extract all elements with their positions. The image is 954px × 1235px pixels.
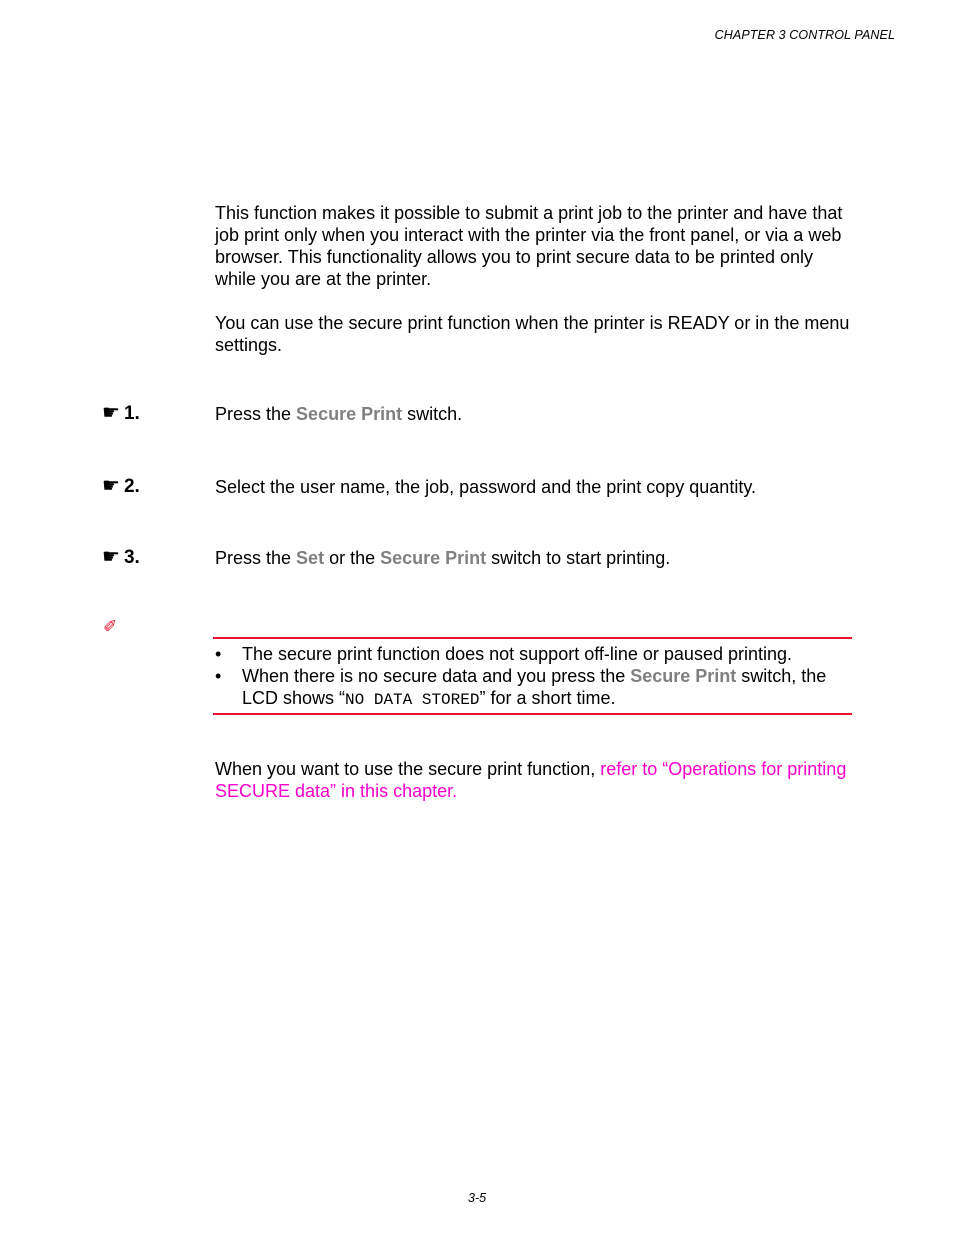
lcd-message: NO DATA STORED — [345, 691, 480, 709]
chapter-header: CHAPTER 3 CONTROL PANEL — [714, 28, 895, 42]
note-list — [213, 639, 852, 711]
closing-pre: When you want to use the secure print function, — [215, 759, 601, 779]
step-1-marker — [102, 401, 140, 426]
step-1-number: 1. — [123, 403, 140, 424]
step-3-post: switch to start printing. — [486, 548, 671, 568]
note-item-2-mid: switch, the LCD shows “ — [242, 666, 827, 708]
secure-print-keyword: Secure Print — [630, 666, 737, 686]
step-3-number: 3. — [123, 547, 140, 568]
pointing-hand-icon: ☛ — [102, 475, 120, 497]
page-number: 3-5 — [467, 1191, 487, 1205]
note-box — [213, 637, 852, 715]
step-2-number: 2. — [123, 476, 140, 497]
secure-print-keyword: Secure Print — [380, 548, 487, 568]
note-item-1 — [213, 643, 852, 665]
step-1-post: switch. — [402, 404, 463, 424]
closing-paragraph — [215, 758, 855, 802]
step-2-marker — [102, 474, 140, 499]
step-3-marker — [102, 545, 140, 570]
bullet-icon: • — [215, 644, 222, 664]
pencil-icon: ✐ — [103, 617, 118, 636]
set-keyword: Set — [296, 548, 325, 568]
pointing-hand-icon: ☛ — [102, 546, 120, 568]
intro-paragraph-1: This function makes it possible to submit a print job to the printer and have that job print only when you interact with the printer via the front panel, or via a web browser. This functionality allows you to print secure data to be printed only while you are at the printer. — [215, 203, 843, 289]
step-1-pre: Press the — [215, 404, 297, 424]
secure-print-keyword: Secure Print — [296, 404, 403, 424]
intro-paragraph-2: You can use the secure print function when the printer is READY or in the menu settings. — [215, 313, 850, 355]
step-2-text: Select the user name, the job, password and the print copy quantity. — [215, 477, 756, 497]
step-3-text — [215, 546, 670, 570]
step-3-pre: Press the — [215, 548, 297, 568]
pointing-hand-icon: ☛ — [102, 402, 120, 424]
note-item-2 — [213, 665, 852, 711]
note-item-2-post: ” for a short time. — [479, 688, 616, 708]
operations-reference-link[interactable]: refer to “Operations for printing SECURE data” in this chapter. — [215, 759, 847, 801]
note-item-1-text: The secure print function does not support off-line or paused printing. — [242, 644, 793, 664]
step-3-mid: or the — [324, 548, 381, 568]
step-1-text — [215, 402, 462, 426]
bullet-icon: • — [215, 666, 222, 686]
note-item-2-pre: When there is no secure data and you press the — [242, 666, 631, 686]
